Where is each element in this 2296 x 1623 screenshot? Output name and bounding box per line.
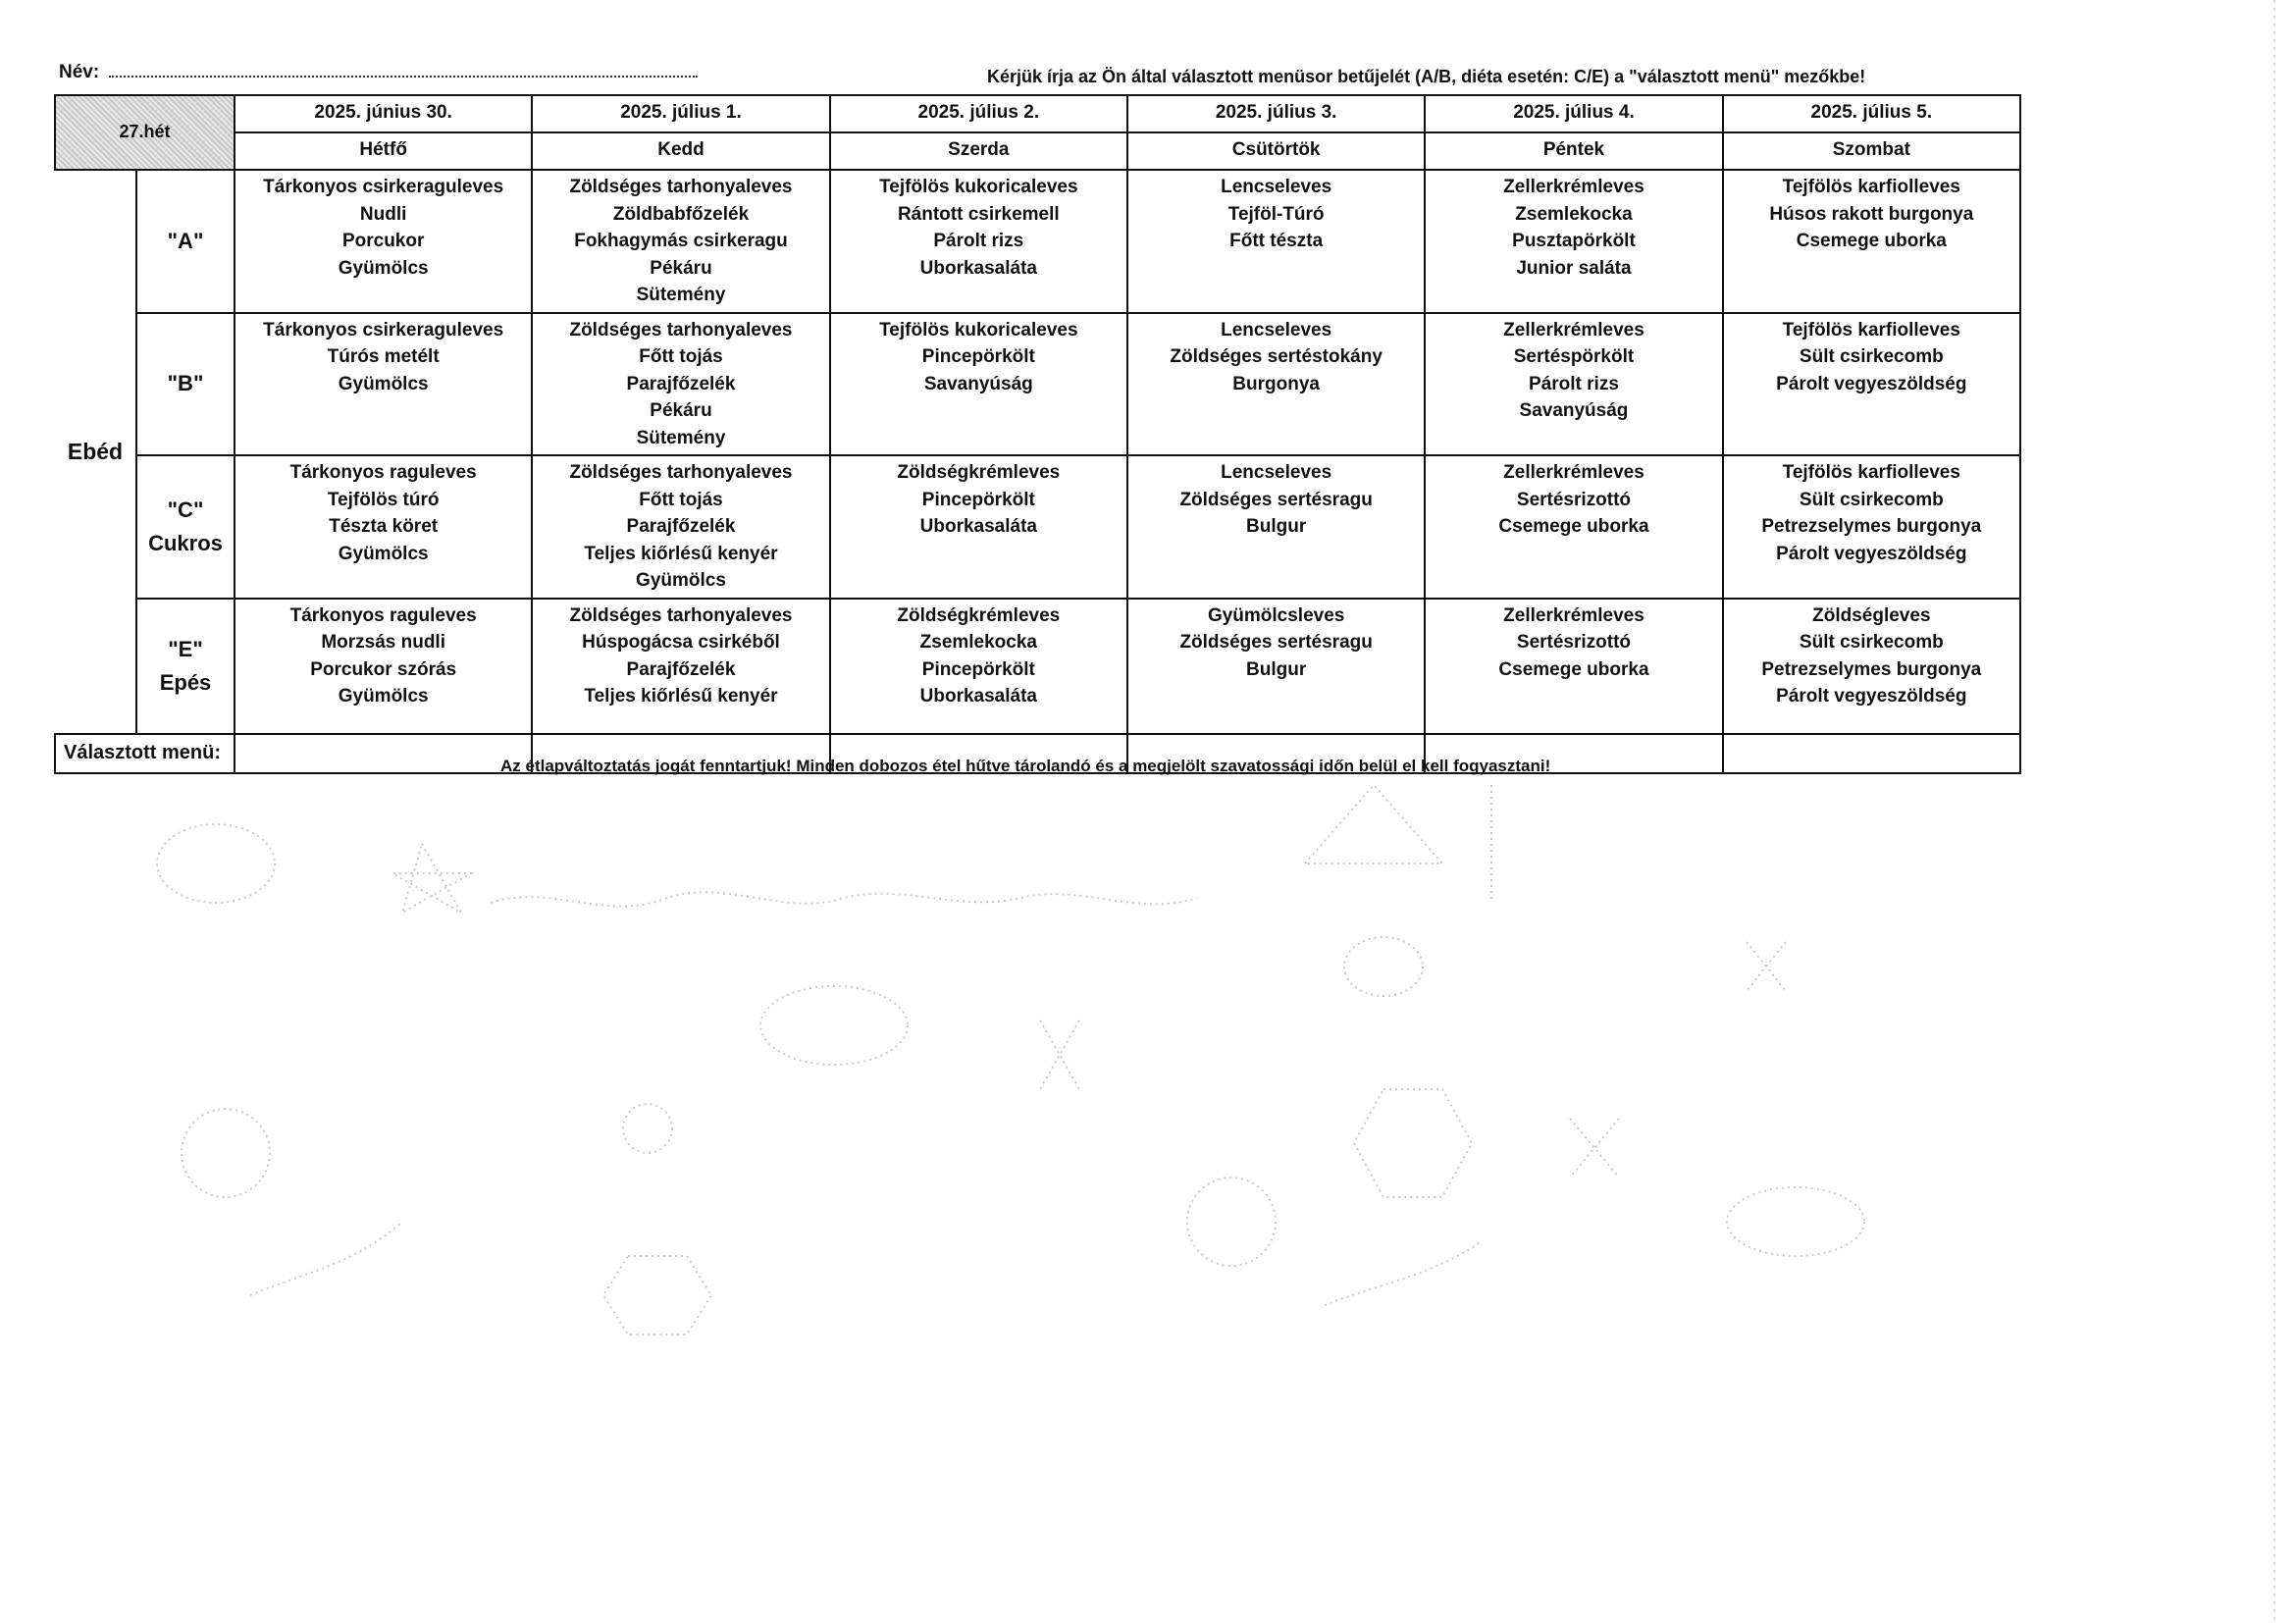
dish-item: Túrós metélt xyxy=(327,346,440,367)
option-letter: "B" xyxy=(167,371,204,396)
dish-item: Zsemlekocka xyxy=(1515,203,1633,225)
watermark-blob-icon xyxy=(1727,1187,1864,1256)
dish-item: Zöldséges tarhonyaleves xyxy=(569,319,793,340)
dish-item: Gyümölcs xyxy=(338,543,429,564)
dish-item: Sütemény xyxy=(636,427,726,448)
day-name: Szombat xyxy=(1723,132,2020,170)
watermark-triangle-icon xyxy=(1305,785,1442,864)
dish-item: Zsemlekocka xyxy=(919,632,1037,653)
dish-item: Tárkonyos raguleves xyxy=(289,462,477,483)
watermark-text-scribble xyxy=(491,892,1197,906)
option-diet-name: Cukros xyxy=(148,530,223,555)
dish-item: Párolt vegyeszöldség xyxy=(1776,686,1967,707)
dish-item: Gyümölcs xyxy=(338,686,429,707)
watermark-x-icon xyxy=(1747,942,1786,991)
chosen-menu-label: Választott menü: xyxy=(55,734,235,773)
dish-item: Lencseleves xyxy=(1221,319,1332,340)
menu-cell xyxy=(532,455,829,599)
dish-item: Zöldbabfőzelék xyxy=(612,203,750,225)
dish-item: Rántott csirkemell xyxy=(897,203,1060,225)
dish-item: Savanyúság xyxy=(923,373,1033,394)
dish-item: Teljes kiőrlésű kenyér xyxy=(584,686,778,707)
menu-option-row xyxy=(55,599,2020,734)
dish-item: Főtt tészta xyxy=(1229,231,1324,251)
dish-item: Parajfőzelék xyxy=(626,658,736,680)
dish-item: Zöldséges tarhonyaleves xyxy=(569,177,793,197)
day-date: 2025. július 4. xyxy=(1425,95,1722,132)
dish-item: Zellerkrémleves xyxy=(1503,604,1644,626)
menu-cell xyxy=(235,170,532,313)
dish-item: Gyümölcsleves xyxy=(1207,604,1345,626)
dish-item: Pusztapörkölt xyxy=(1512,231,1636,251)
dish-item: Tárkonyos csirkeraguleves xyxy=(263,177,504,197)
menu-cell xyxy=(532,599,829,734)
dish-item: Zöldséges tarhonyaleves xyxy=(569,604,793,626)
dish-item: Zöldséges sertésragu xyxy=(1179,489,1373,510)
menu-cell xyxy=(1127,455,1425,599)
menu-option-row xyxy=(55,170,2020,313)
dish-item: Gyümölcs xyxy=(636,570,726,591)
dish-item: Parajfőzelék xyxy=(626,516,736,537)
dish-item: Csemege uborka xyxy=(1796,231,1947,251)
dish-item: Zöldséges sertéstokány xyxy=(1170,346,1383,367)
dish-item: Petrezselymes burgonya xyxy=(1761,516,1982,537)
dish-item: Bulgur xyxy=(1246,516,1307,537)
dish-item: Főtt tojás xyxy=(639,489,723,510)
option-label-cell xyxy=(136,599,235,734)
dish-item: Bulgur xyxy=(1246,658,1307,680)
dish-item: Zellerkrémleves xyxy=(1503,319,1644,340)
dish-item: Zöldséges sertésragu xyxy=(1179,632,1373,653)
menu-cell xyxy=(1723,599,2020,734)
menu-cell xyxy=(1425,599,1722,734)
menu-cell xyxy=(235,455,532,599)
watermark-x-icon xyxy=(1040,1021,1079,1089)
menu-option-row xyxy=(55,455,2020,599)
menu-cell xyxy=(1127,170,1425,313)
menu-cell xyxy=(1425,455,1722,599)
dish-item: Húsos rakott burgonya xyxy=(1769,203,1974,225)
day-date: 2025. július 1. xyxy=(532,95,829,132)
menu-cell xyxy=(235,599,532,734)
dish-item: Gyümölcs xyxy=(338,373,429,394)
meal-label: Ebéd xyxy=(55,170,136,734)
dish-item: Párolt rizs xyxy=(933,231,1024,251)
dish-item: Csemege uborka xyxy=(1498,658,1649,680)
option-label-cell xyxy=(136,170,235,313)
dish-item: Uborkasaláta xyxy=(919,516,1037,537)
dish-item: Zöldségkrémleves xyxy=(897,604,1061,626)
menu-cell xyxy=(1723,455,2020,599)
dish-item: Tejfölös kukoricaleves xyxy=(879,319,1078,340)
day-name: Csütörtök xyxy=(1127,132,1425,170)
dish-item: Párolt vegyeszöldség xyxy=(1776,543,1967,564)
dish-item: Sertésrizottó xyxy=(1516,489,1632,510)
menu-cell xyxy=(532,170,829,313)
chosen-menu-input[interactable] xyxy=(235,734,532,773)
option-letter: "A" xyxy=(167,228,204,253)
menu-cell xyxy=(532,313,829,456)
dish-item: Pékáru xyxy=(650,257,712,279)
dish-item: Pincepörkölt xyxy=(921,658,1035,680)
dish-item: Uborkasaláta xyxy=(919,686,1037,707)
option-label-cell xyxy=(136,455,235,599)
menu-cell xyxy=(830,455,1127,599)
watermark-hexagon-icon xyxy=(603,1256,711,1335)
menu-body xyxy=(55,170,2020,734)
dish-item: Morzsás nudli xyxy=(321,632,445,653)
footer-note: Az étlapváltoztatás jogát fenntartjuk! Minden dobozos étel hűtve tárolandó és a megjelölt szavatossági időn belül el kell fogyasztani! xyxy=(500,757,1551,775)
watermark-x-icon xyxy=(1570,1119,1619,1178)
name-field xyxy=(59,62,698,83)
dish-item: Sertéspörkölt xyxy=(1513,346,1635,367)
dish-item: Tárkonyos raguleves xyxy=(289,604,477,626)
dish-item: Lencseleves xyxy=(1221,462,1332,483)
watermark-plate-icon xyxy=(182,1109,270,1197)
menu-cell xyxy=(1723,170,2020,313)
dish-item: Junior saláta xyxy=(1516,257,1632,279)
menu-cell xyxy=(830,170,1127,313)
chosen-menu-input[interactable] xyxy=(1723,734,2020,773)
day-date: 2025. június 30. xyxy=(235,95,532,132)
dish-item: Lencseleves xyxy=(1221,177,1332,197)
dish-item: Savanyúság xyxy=(1519,400,1629,421)
dish-item: Petrezselymes burgonya xyxy=(1761,658,1982,680)
dish-item: Tészta köret xyxy=(329,516,439,537)
watermark-star-icon xyxy=(392,844,471,913)
dish-item: Sertésrizottó xyxy=(1516,632,1632,653)
dish-item: Teljes kiőrlésű kenyér xyxy=(584,543,778,564)
dish-item: Porcukor szórás xyxy=(310,658,457,680)
dish-item: Tejfölös karfiolleves xyxy=(1782,319,1960,340)
menu-option-row xyxy=(55,313,2020,456)
menu-cell xyxy=(1425,170,1722,313)
day-date: 2025. július 3. xyxy=(1127,95,1425,132)
dish-item: Burgonya xyxy=(1232,373,1320,394)
option-diet-name: Epés xyxy=(159,669,212,695)
dish-item: Sütemény xyxy=(636,285,726,305)
day-date: 2025. július 5. xyxy=(1723,95,2020,132)
dish-item: Tejfölös kukoricaleves xyxy=(879,177,1078,197)
watermark-chili-icon xyxy=(1325,1241,1482,1305)
dish-item: Sült csirkecomb xyxy=(1799,632,1944,653)
menu-cell xyxy=(1127,313,1425,456)
name-blank-line[interactable] xyxy=(109,62,698,78)
dish-item: Uborkasaláta xyxy=(919,257,1037,279)
menu-cell xyxy=(1127,599,1425,734)
dish-item: Tejfölös karfiolleves xyxy=(1782,462,1960,483)
dish-item: Főtt tojás xyxy=(639,346,723,367)
day-date: 2025. július 2. xyxy=(830,95,1127,132)
watermark-plate-icon xyxy=(1187,1178,1276,1266)
dish-item: Pékáru xyxy=(650,400,712,421)
dish-item: Pincepörkölt xyxy=(921,346,1035,367)
dish-item: Porcukor xyxy=(341,231,425,251)
dish-item: Tárkonyos csirkeraguleves xyxy=(263,319,504,340)
dish-item: Pincepörkölt xyxy=(921,489,1035,510)
option-letter: "C" xyxy=(167,497,204,522)
name-label: Név: xyxy=(59,62,100,82)
day-name: Péntek xyxy=(1425,132,1722,170)
dish-item: Párolt vegyeszöldség xyxy=(1776,373,1967,394)
watermark-small-circle-icon xyxy=(623,1104,672,1153)
dish-item: Gyümölcs xyxy=(338,257,429,279)
dish-item: Nudli xyxy=(359,203,407,225)
watermark-hexagon-icon xyxy=(1354,1089,1472,1197)
week-label: 27.hét xyxy=(55,95,235,170)
dish-item: Zöldségleves xyxy=(1812,604,1931,626)
menu-cell xyxy=(235,313,532,456)
dish-item: Tejfölös karfiolleves xyxy=(1782,177,1960,197)
dish-item: Párolt rizs xyxy=(1529,373,1619,394)
menu-cell xyxy=(830,313,1127,456)
watermark-blob-icon xyxy=(760,986,908,1065)
dish-item: Tejföl-Túró xyxy=(1227,203,1325,225)
menu-cell xyxy=(1425,313,1722,456)
weekly-menu-table xyxy=(54,94,2021,774)
dish-item: Tejfölös túró xyxy=(327,489,440,510)
option-label-cell xyxy=(136,313,235,456)
day-name: Szerda xyxy=(830,132,1127,170)
dish-item: Zöldségkrémleves xyxy=(897,462,1061,483)
day-name: Kedd xyxy=(532,132,829,170)
dish-item: Parajfőzelék xyxy=(626,373,736,394)
dish-item: Csemege uborka xyxy=(1498,516,1649,537)
dish-item: Zöldséges tarhonyaleves xyxy=(569,462,793,483)
menu-cell xyxy=(1723,313,2020,456)
dish-item: Zellerkrémleves xyxy=(1503,177,1644,197)
watermark-leaf-icon xyxy=(157,824,275,903)
watermark-circle-icon xyxy=(1344,937,1423,996)
menu-cell xyxy=(830,599,1127,734)
dish-item: Fokhagymás csirkeragu xyxy=(574,231,788,251)
dish-item: Húspogácsa csirkéből xyxy=(582,632,780,653)
dish-item: Zellerkrémleves xyxy=(1503,462,1644,483)
option-letter: "E" xyxy=(168,636,203,661)
dish-item: Sült csirkecomb xyxy=(1799,346,1944,367)
watermark-chili-icon xyxy=(250,1222,402,1295)
instruction-text: Kérjük írja az Ön által választott menüsor betűjelét (A/B, diéta esetén: C/E) a "választott menü" mezőkbe! xyxy=(987,67,1866,86)
day-name: Hétfő xyxy=(235,132,532,170)
dish-item: Sült csirkecomb xyxy=(1799,489,1944,510)
